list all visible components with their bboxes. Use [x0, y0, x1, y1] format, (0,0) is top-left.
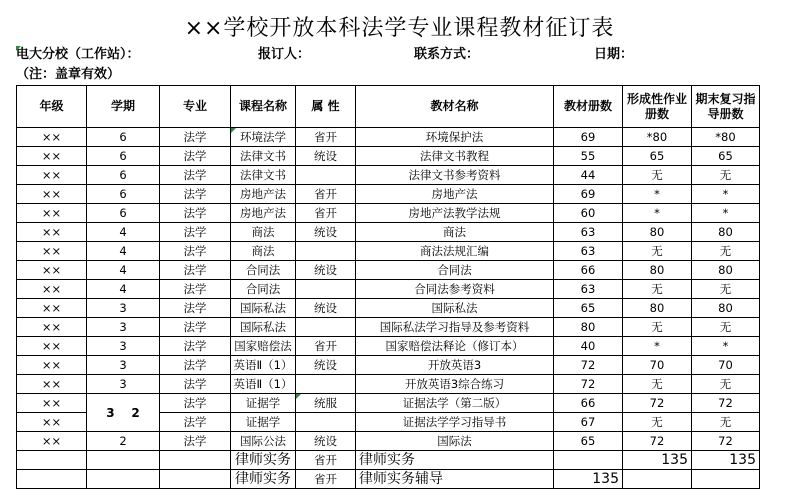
grade-cell: ××	[17, 280, 87, 299]
formative-qty-cell: 70	[623, 356, 692, 375]
course-cell: 英语Ⅱ（1）	[231, 375, 296, 394]
branch-label: 电大分校（工作站）：	[16, 47, 140, 62]
grade-cell: ××	[17, 356, 87, 375]
major-cell: 法学	[160, 128, 231, 147]
textbook-qty-cell: 65	[554, 432, 623, 451]
major-cell: 法学	[160, 204, 231, 223]
review-qty-cell: 65	[692, 147, 760, 166]
major-cell: 法学	[160, 337, 231, 356]
attribute-cell: 统设	[296, 299, 356, 318]
grade-cell: ××	[17, 223, 87, 242]
textbook-qty-cell: 40	[554, 337, 623, 356]
attribute-cell: 统服	[296, 394, 356, 413]
grade-cell: ××	[17, 261, 87, 280]
textbook-cell: 法律文书教程	[356, 147, 554, 166]
course-cell: 合同法	[231, 261, 296, 280]
attribute-cell: 统设	[296, 356, 356, 375]
formative-qty-cell: 无	[623, 318, 692, 337]
major-cell: 法学	[160, 413, 231, 432]
column-header-major: 专业	[160, 86, 231, 128]
course-cell: 证据学	[231, 394, 296, 413]
textbook-qty-cell: 55	[554, 147, 623, 166]
formative-qty-cell: 无	[623, 280, 692, 299]
attribute-cell: 统设	[296, 261, 356, 280]
textbook-qty-cell: 72	[554, 375, 623, 394]
cell-note-mark	[16, 46, 21, 51]
review-qty-cell: 无	[692, 318, 760, 337]
grade-cell: ××	[17, 185, 87, 204]
review-qty-cell: 70	[692, 356, 760, 375]
formative-qty-cell: 无	[623, 166, 692, 185]
course-cell: 商法	[231, 223, 296, 242]
table-row	[17, 394, 760, 413]
table-row	[17, 204, 760, 223]
grade-cell: ××	[17, 242, 87, 261]
table-row	[17, 318, 760, 337]
course-cell: 国际公法	[231, 432, 296, 451]
textbook-cell: 房地产法	[356, 185, 554, 204]
attribute-cell: 省开	[296, 337, 356, 356]
textbook-qty-cell: 66	[554, 394, 623, 413]
term-cell: 3	[87, 299, 160, 318]
textbook-qty-cell: 63	[554, 280, 623, 299]
header-row	[17, 86, 760, 128]
textbook-qty-cell: 66	[554, 261, 623, 280]
table-row	[17, 223, 760, 242]
table-row	[17, 166, 760, 185]
textbook-cell: 证据法学学习指导书	[356, 413, 554, 432]
textbook-qty-cell: 63	[554, 242, 623, 261]
attribute-cell	[296, 413, 356, 432]
review-qty-cell: 80	[692, 299, 760, 318]
review-qty-cell: *	[692, 337, 760, 356]
course-cell: 国际私法	[231, 318, 296, 337]
term-cell: 6	[87, 128, 160, 147]
grade-cell: ××	[17, 432, 87, 451]
course-cell: 国际私法	[231, 299, 296, 318]
formative-qty-cell: *	[623, 204, 692, 223]
attribute-cell: 省开	[296, 470, 356, 489]
merged-term-cell: 3 2	[87, 394, 160, 432]
column-header-review: 期末复习指导册数	[692, 86, 760, 128]
major-cell: 法学	[160, 147, 231, 166]
grade-cell: ××	[17, 128, 87, 147]
textbook-cell: 商法	[356, 223, 554, 242]
major-cell: 法学	[160, 318, 231, 337]
textbook-cell: 律师实务	[356, 451, 554, 470]
course-cell: 环境法学	[231, 128, 296, 147]
grade-cell: ××	[17, 375, 87, 394]
table-row-extra	[17, 470, 760, 489]
course-cell: 国家赔偿法	[231, 337, 296, 356]
formative-qty-cell: 80	[623, 299, 692, 318]
review-qty-cell: 无	[692, 413, 760, 432]
formative-qty-cell: *80	[623, 128, 692, 147]
course-cell: 证据学	[231, 413, 296, 432]
formative-qty-cell: 65	[623, 147, 692, 166]
textbook-cell: 开放英语3	[356, 356, 554, 375]
grade-cell: ××	[17, 204, 87, 223]
term-cell: 6	[87, 204, 160, 223]
course-cell: 律师实务	[231, 470, 296, 489]
formative-qty-cell: 无	[623, 413, 692, 432]
table-row	[17, 261, 760, 280]
textbook-qty-cell: 67	[554, 413, 623, 432]
textbook-qty-cell: 72	[554, 356, 623, 375]
major-cell: 法学	[160, 394, 231, 413]
textbook-qty-cell: 44	[554, 166, 623, 185]
column-header-course: 课程名称	[231, 86, 296, 128]
column-header-textbook: 教材名称	[356, 86, 554, 128]
formative-qty-cell: 无	[623, 375, 692, 394]
review-qty-cell: *	[692, 185, 760, 204]
table-row	[17, 375, 760, 394]
term-cell	[87, 470, 160, 489]
stamp-note: （注：盖章有效）	[16, 67, 121, 82]
course-cell: 房地产法	[231, 185, 296, 204]
review-qty-cell: *	[692, 204, 760, 223]
course-cell: 法律文书	[231, 147, 296, 166]
attribute-cell	[296, 242, 356, 261]
review-qty-cell	[692, 470, 760, 489]
attribute-cell: 省开	[296, 185, 356, 204]
review-qty-cell: 无	[692, 242, 760, 261]
formative-qty-cell: *	[623, 337, 692, 356]
textbook-order-table	[16, 85, 760, 489]
textbook-qty-cell: 65	[554, 299, 623, 318]
textbook-cell: 证据法学（第二版）	[356, 394, 554, 413]
review-qty-cell: 135	[692, 451, 760, 470]
term-cell: 3	[87, 337, 160, 356]
grade-cell: ××	[17, 299, 87, 318]
formative-qty-cell: 72	[623, 432, 692, 451]
attribute-cell: 省开	[296, 451, 356, 470]
table-row-extra	[17, 451, 760, 470]
major-cell: 法学	[160, 299, 231, 318]
textbook-qty-cell: 80	[554, 318, 623, 337]
review-qty-cell: 无	[692, 280, 760, 299]
textbook-cell: 国际私法	[356, 299, 554, 318]
formative-qty-cell	[623, 470, 692, 489]
attribute-cell	[296, 375, 356, 394]
grade-cell: ××	[17, 166, 87, 185]
textbook-qty-cell: 135	[554, 470, 623, 489]
column-header-qty: 教材册数	[554, 86, 623, 128]
course-cell: 律师实务	[231, 451, 296, 470]
formative-qty-cell: 无	[623, 242, 692, 261]
textbook-cell: 商法法规汇编	[356, 242, 554, 261]
review-qty-cell: 无	[692, 375, 760, 394]
term-cell: 6	[87, 166, 160, 185]
grade-cell: ××	[17, 394, 87, 413]
date-label: 日期：	[594, 47, 634, 62]
course-cell: 商法	[231, 242, 296, 261]
table-row	[17, 356, 760, 375]
attribute-cell	[296, 166, 356, 185]
formative-qty-cell: 80	[623, 223, 692, 242]
attribute-cell: 统设	[296, 147, 356, 166]
formative-qty-cell: 72	[623, 394, 692, 413]
form-title: ××学校开放本科法学专业课程教材征订表	[184, 16, 615, 41]
term-cell: 4	[87, 280, 160, 299]
attribute-cell: 省开	[296, 128, 356, 147]
course-cell: 英语Ⅱ（1）	[231, 356, 296, 375]
column-header-term: 学期	[87, 86, 160, 128]
formative-qty-cell: 135	[623, 451, 692, 470]
textbook-qty-cell: 63	[554, 223, 623, 242]
major-cell	[160, 451, 231, 470]
attribute-cell	[296, 280, 356, 299]
attribute-cell	[296, 318, 356, 337]
textbook-qty-cell: 69	[554, 185, 623, 204]
term-cell: 2	[87, 432, 160, 451]
textbook-cell: 国际私法学习指导及参考资料	[356, 318, 554, 337]
textbook-qty-cell	[554, 451, 623, 470]
textbook-cell: 合同法	[356, 261, 554, 280]
major-cell: 法学	[160, 356, 231, 375]
textbook-qty-cell: 60	[554, 204, 623, 223]
table-row	[17, 147, 760, 166]
grade-cell: ××	[17, 337, 87, 356]
textbook-cell: 开放英语3综合练习	[356, 375, 554, 394]
formative-qty-cell: *	[623, 185, 692, 204]
major-cell: 法学	[160, 280, 231, 299]
review-qty-cell: *80	[692, 128, 760, 147]
major-cell: 法学	[160, 261, 231, 280]
term-cell: 3	[87, 318, 160, 337]
major-cell: 法学	[160, 375, 231, 394]
contact-label: 联系方式：	[414, 47, 480, 62]
textbook-cell: 国家赔偿法释论（修订本）	[356, 337, 554, 356]
attribute-cell: 统设	[296, 223, 356, 242]
review-qty-cell: 80	[692, 261, 760, 280]
term-cell: 4	[87, 242, 160, 261]
textbook-cell: 国际法	[356, 432, 554, 451]
textbook-cell: 房地产法教学法规	[356, 204, 554, 223]
grade-cell: ××	[17, 318, 87, 337]
formative-qty-cell: 80	[623, 261, 692, 280]
review-qty-cell: 80	[692, 223, 760, 242]
column-header-grade: 年级	[17, 86, 87, 128]
textbook-qty-cell: 69	[554, 128, 623, 147]
course-cell: 法律文书	[231, 166, 296, 185]
course-cell: 合同法	[231, 280, 296, 299]
table-row	[17, 299, 760, 318]
term-cell: 3	[87, 356, 160, 375]
major-cell: 法学	[160, 223, 231, 242]
term-cell	[87, 451, 160, 470]
table-row	[17, 432, 760, 451]
table-row	[17, 128, 760, 147]
major-cell	[160, 470, 231, 489]
table-row	[17, 337, 760, 356]
column-header-form: 形成性作业册数	[623, 86, 692, 128]
attribute-cell: 统设	[296, 432, 356, 451]
grade-cell	[17, 451, 87, 470]
column-header-attr: 属 性	[296, 86, 356, 128]
grade-cell: ××	[17, 147, 87, 166]
major-cell: 法学	[160, 432, 231, 451]
grade-cell	[17, 470, 87, 489]
course-cell: 房地产法	[231, 204, 296, 223]
term-cell: 4	[87, 261, 160, 280]
table-row	[17, 242, 760, 261]
table-row	[17, 280, 760, 299]
review-qty-cell: 72	[692, 432, 760, 451]
term-cell: 6	[87, 185, 160, 204]
review-qty-cell: 无	[692, 166, 760, 185]
textbook-cell: 环境保护法	[356, 128, 554, 147]
major-cell: 法学	[160, 166, 231, 185]
term-cell: 4	[87, 223, 160, 242]
orderer-label: 报订人：	[258, 47, 311, 62]
cell-note-mark	[231, 128, 236, 133]
term-cell: 6	[87, 147, 160, 166]
attribute-cell: 省开	[296, 204, 356, 223]
term-cell: 3	[87, 375, 160, 394]
grade-cell: ××	[17, 413, 87, 432]
review-qty-cell: 72	[692, 394, 760, 413]
textbook-cell: 合同法参考资料	[356, 280, 554, 299]
table-row	[17, 185, 760, 204]
textbook-cell: 法律文书参考资料	[356, 166, 554, 185]
textbook-cell: 律师实务辅导	[356, 470, 554, 489]
major-cell: 法学	[160, 185, 231, 204]
major-cell: 法学	[160, 242, 231, 261]
cell-note-mark	[296, 394, 301, 399]
